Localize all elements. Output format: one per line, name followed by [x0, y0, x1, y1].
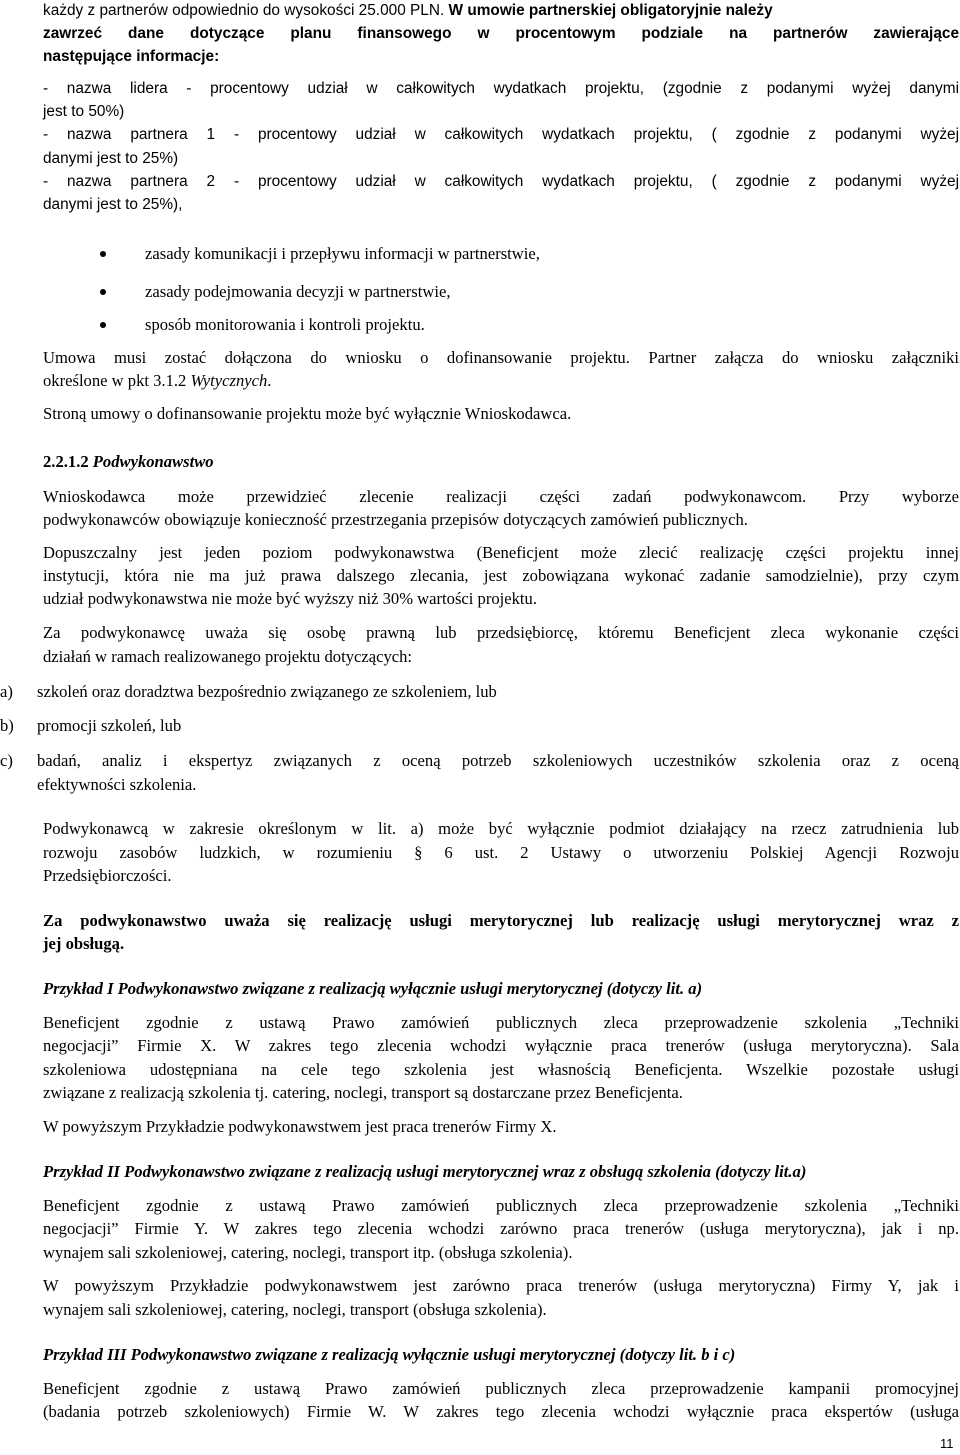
- text-line: W powyższym Przykładzie podwykonawstwem jest zarówno praca trenerów (usługa merytoryczna) Firmy Y, jak i: [43, 1276, 959, 1295]
- text-line: negocjacji” Firmie Y. W zakres tego zlecenia wchodzi zarówno praca trenerów (usługa merytoryczna), jak i np.: [43, 1219, 959, 1238]
- text-line: rozwoju zasobów ludzkich, w rozumieniu § 6 ust. 2 Ustawy o utworzeniu Polskiej Agencji Rozwoju: [43, 843, 959, 862]
- bold-text-line: Za podwykonawstwo uważa się realizację usługi merytorycznej lub realizację usługi merytorycznej wraz z: [43, 911, 959, 930]
- example-heading: Przykład I Podwykonawstwo związane z realizacją wyłącznie usługi merytorycznej (dotyczy lit. a): [43, 979, 703, 998]
- bullet-item: zasady komunikacji i przepływu informacji w partnerstwie,: [145, 244, 540, 263]
- text-line: Dopuszczalny jest jeden poziom podwykonawstwa (Beneficjent może zlecić realizację części projektu innej: [43, 543, 959, 562]
- text-line: - nazwa partnera 1 - procentowy udział w całkowitych wydatkach projektu, ( zgodnie z podanymi wyżej: [43, 126, 959, 143]
- bullet-dot-icon: [100, 251, 106, 257]
- text-span: .: [267, 371, 272, 390]
- text-line: - nazwa lidera - procentowy udział w całkowitych wydatkach projektu, (zgodnie z podanymi wyżej danymi: [43, 80, 959, 97]
- section-title: Podwykonawstwo: [92, 452, 214, 471]
- section-number: 2.2.1.2: [43, 452, 89, 471]
- bullet-dot-icon: [100, 289, 106, 295]
- text-line: Przedsiębiorczości.: [43, 866, 172, 885]
- text-line: Stroną umowy o dofinansowanie projektu może być wyłącznie Wnioskodawca.: [43, 404, 572, 423]
- bullet-item: sposób monitorowania i kontroli projektu.: [145, 315, 425, 334]
- text-line: udział podwykonawstwa nie może być wyższy niż 30% wartości projektu.: [43, 589, 537, 608]
- bullet-dot-icon: [100, 322, 106, 328]
- text-line: danymi jest to 25%),: [43, 196, 183, 213]
- text-line: podwykonawców obowiązuje konieczność przestrzegania przepisów dotyczących zamówień publicznych.: [43, 510, 748, 529]
- text-line: wynajem sali szkoleniowej, catering, noclegi, transport itp. (obsługa szkolenia).: [43, 1243, 573, 1262]
- list-label: a): [0, 682, 13, 701]
- bullet-item: zasady podejmowania decyzji w partnerstwie,: [145, 282, 451, 301]
- list-item: promocji szkoleń, lub: [37, 716, 182, 735]
- list-label: c): [0, 751, 13, 770]
- list-label: b): [0, 716, 14, 735]
- text-line: instytucji, która nie ma już prawa dalszego zlecania, jest zobowiązana wykonać zadanie samodzielnie), przy czym: [43, 566, 959, 585]
- text-line: [43, 371, 271, 391]
- text-line: - nazwa partnera 2 - procentowy udział w całkowitych wydatkach projektu, ( zgodnie z podanymi wyżej: [43, 173, 959, 190]
- list-item: efektywności szkolenia.: [37, 775, 197, 794]
- section-heading: [43, 452, 214, 472]
- bold-text-line: jej obsługą.: [43, 934, 125, 953]
- text-line: W powyższym Przykładzie podwykonawstwem jest praca trenerów Firmy X.: [43, 1117, 557, 1136]
- list-item: badań, analiz i ekspertyz związanych z oceną potrzeb szkoleniowych uczestników szkolenia oraz z oceną: [37, 751, 959, 770]
- text-line: działań w ramach realizowanego projektu dotyczących:: [43, 647, 413, 666]
- text-line: zawrzeć dane dotyczące planu finansowego w procentowym podziale na partnerów zawierające: [43, 25, 959, 42]
- page-number: 11: [940, 1436, 954, 1451]
- example-heading: Przykład III Podwykonawstwo związane z realizacją wyłącznie usługi merytorycznej (dotyczy lit. b i c): [43, 1345, 736, 1364]
- list-item: szkoleń oraz doradztwa bezpośrednio związanego ze szkoleniem, lub: [37, 682, 497, 701]
- text-line: Beneficjent zgodnie z ustawą Prawo zamówień publicznych zleca przeprowadzenie kampanii promocyjnej: [43, 1379, 959, 1398]
- text-line: (badania potrzeb szkoleniowych) Firmie W. W zakres tego zlecenia wchodzi wyłącznie praca ekspertów (usługa: [43, 1402, 959, 1421]
- text-line: [43, 1, 773, 21]
- text-line: następujące informacje:: [43, 48, 220, 65]
- text-line: szkoleniowa udostępniana na cele tego szkolenia jest własnością Beneficjenta. Wszelkie pozostałe usługi: [43, 1060, 959, 1079]
- text-line: Beneficjent zgodnie z ustawą Prawo zamówień publicznych zleca przeprowadzenie szkolenia „Techniki: [43, 1196, 959, 1215]
- text-line: Beneficjent zgodnie z ustawą Prawo zamówień publicznych zleca przeprowadzenie szkolenia „Techniki: [43, 1013, 959, 1032]
- bold-text-span: W umowie partnerskiej obligatoryjnie należy: [448, 2, 773, 19]
- text-line: negocjacji” Firmie X. W zakres tego zlecenia wchodzi wyłącznie praca trenerów (usługa merytoryczna). Sala: [43, 1036, 959, 1055]
- text-line: Wnioskodawca może przewidzieć zlecenie realizacji części zadań podwykonawcom. Przy wyborze: [43, 487, 959, 506]
- text-line: Za podwykonawcę uważa się osobę prawną lub przedsiębiorcę, któremu Beneficjent zleca wykonanie części: [43, 623, 959, 642]
- text-line: związane z realizacją szkolenia tj. catering, noclegi, transport są dostarczane przez Beneficjenta.: [43, 1083, 683, 1102]
- text-line: Umowa musi zostać dołączona do wniosku o dofinansowanie projektu. Partner załącza do wniosku załączniki: [43, 348, 959, 367]
- text-line: danymi jest to 25%): [43, 150, 179, 167]
- text-span: każdy z partnerów odpowiednio do wysokości 25.000 PLN.: [43, 2, 445, 19]
- text-span: określone w pkt 3.1.2: [43, 371, 191, 390]
- text-line: jest to 50%): [43, 103, 125, 120]
- text-line: wynajem sali szkoleniowej, catering, noclegi, transport (obsługa szkolenia).: [43, 1300, 547, 1319]
- example-heading: Przykład II Podwykonawstwo związane z realizacją usługi merytorycznej wraz z obsługą szkolenia (dotyczy lit.a): [43, 1162, 807, 1181]
- italic-text-span: Wytycznych: [190, 371, 268, 390]
- text-line: Podwykonawcą w zakresie określonym w lit. a) może być wyłącznie podmiot działający na rzecz zatrudnienia lub: [43, 819, 959, 838]
